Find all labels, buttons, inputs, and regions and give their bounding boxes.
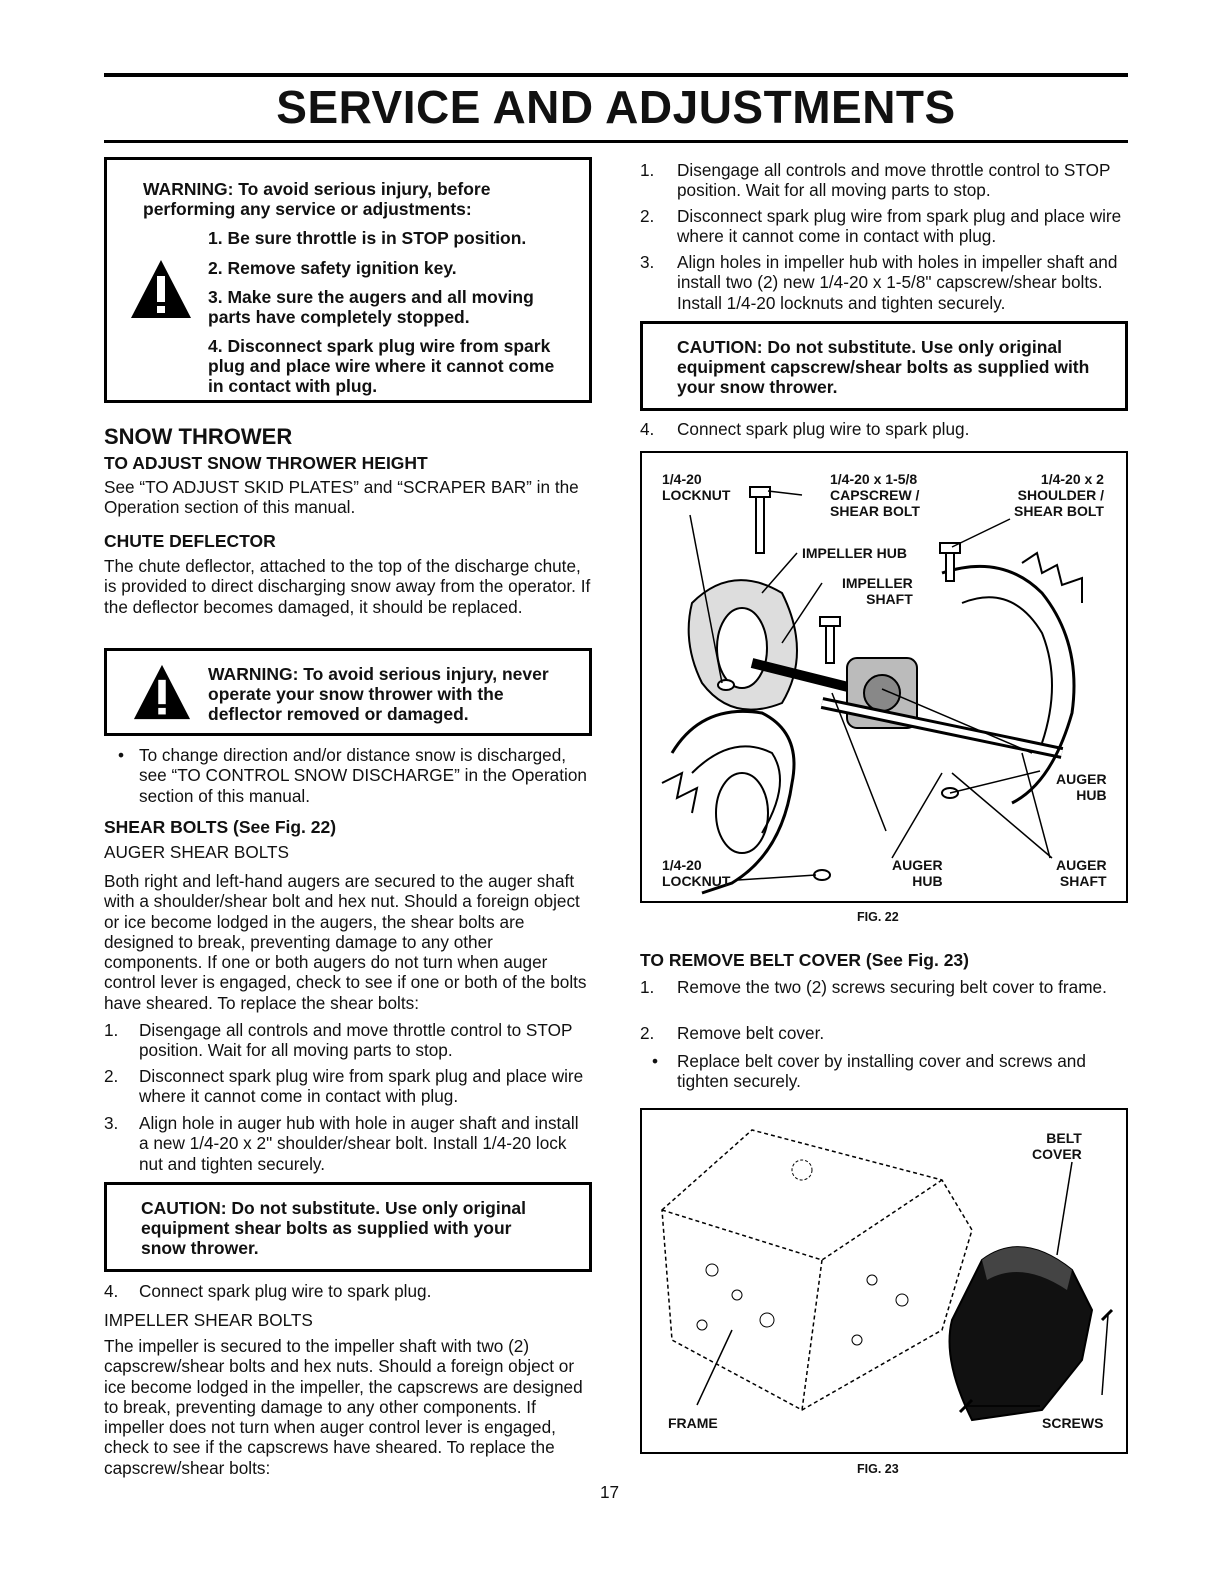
label-frame: FRAME bbox=[668, 1415, 718, 1431]
warning-triangle-icon bbox=[131, 663, 193, 721]
label-impeller-hub: IMPELLER HUB bbox=[802, 545, 907, 561]
label-screws: SCREWS bbox=[1042, 1415, 1104, 1431]
heading-shear-bolts: SHEAR BOLTS (See Fig. 22) bbox=[104, 817, 337, 837]
step-number: 2. bbox=[640, 206, 655, 226]
bullet-dot: • bbox=[652, 1051, 659, 1071]
label-locknut-top: 1/4-20 LOCKNUT bbox=[662, 471, 731, 503]
text-impeller-shear: The impeller is secured to the impeller shaft with two (2) capscrew/shear bolts and hex nuts. Should a foreign object or ice become lodged in the impeller, the capscrews are designed to break, preventing damage to any other components. If impeller does not turn when auger control lever is engaged, check to see if the capscrews have sheared. To replace the capscrew/shear bolts: bbox=[104, 1336, 583, 1478]
label-belt-cover: BELT COVER bbox=[1032, 1130, 1082, 1162]
label-capscrew: 1/4-20 x 1-5/8 CAPSCREW / SHEAR BOLT bbox=[830, 471, 920, 519]
text-chute-deflector: The chute deflector, attached to the top of the discharge chute, is provided to direct discharging snow away from the operator. If the deflector becomes damaged, it should be replaced. bbox=[104, 556, 591, 617]
warning-item-1: 1. Be sure throttle is in STOP position. bbox=[208, 228, 527, 248]
impeller-step-1: Disengage all controls and move throttle control to STOP position. Wait for all moving parts to stop. bbox=[677, 160, 1111, 201]
top-rule bbox=[104, 73, 1128, 77]
step-number: 2. bbox=[640, 1023, 655, 1043]
figure-23 bbox=[640, 1108, 1128, 1454]
auger-step-4 bbox=[104, 1281, 592, 1303]
heading-remove-belt-cover: TO REMOVE BELT COVER (See Fig. 23) bbox=[640, 950, 969, 970]
belt-steps-list bbox=[640, 977, 1128, 1097]
title-underline bbox=[104, 140, 1128, 143]
auger-step-1: Disengage all controls and move throttle control to STOP position. Wait for all moving parts to stop. bbox=[139, 1020, 573, 1061]
warning-item-2: 2. Remove safety ignition key. bbox=[208, 258, 457, 278]
warning-item-3: 3. Make sure the augers and all moving parts have completely stopped. bbox=[208, 287, 534, 327]
step-number: 4. bbox=[640, 419, 655, 439]
warning-heading: WARNING: To avoid serious injury, before performing any service or adjustments: bbox=[143, 179, 491, 219]
step-4-text: Connect spark plug wire to spark plug. bbox=[677, 419, 970, 439]
belt-step-1: Remove the two (2) screws securing belt cover to frame. bbox=[677, 977, 1107, 997]
subheading-auger-shear: AUGER SHEAR BOLTS bbox=[104, 842, 289, 862]
caution-box-capscrew bbox=[640, 321, 1128, 411]
step-number: 3. bbox=[104, 1113, 119, 1133]
impeller-step-3: Align holes in impeller hub with holes in impeller shaft and install two (2) new 1/4-20 x 1-5/8" capscrew/shear bolts. Install 1/4-20 locknuts and tighten securely. bbox=[677, 252, 1118, 313]
label-auger-hub-bottom: AUGER HUB bbox=[892, 857, 943, 889]
belt-step-replace: Replace belt cover by installing cover and screws and tighten securely. bbox=[677, 1051, 1086, 1092]
step-number: 1. bbox=[640, 160, 655, 180]
belt-step-2: Remove belt cover. bbox=[677, 1023, 825, 1043]
figure-22 bbox=[640, 451, 1128, 903]
step-number: 2. bbox=[104, 1066, 119, 1086]
subheading-impeller-shear: IMPELLER SHEAR BOLTS bbox=[104, 1310, 313, 1330]
bullet-discharge-text: To change direction and/or distance snow is discharged, see “TO CONTROL SNOW DISCHARGE” in the Operation section of this manual. bbox=[139, 745, 587, 806]
text-adjust-height: See “TO ADJUST SKID PLATES” and “SCRAPER BAR” in the Operation section of this manual. bbox=[104, 477, 579, 518]
warning-deflector-text: WARNING: To avoid serious injury, never operate your snow thrower with the deflector removed or damaged. bbox=[208, 664, 549, 724]
heading-adjust-height: TO ADJUST SNOW THROWER HEIGHT bbox=[104, 453, 428, 473]
warning-triangle-icon bbox=[129, 258, 193, 320]
step-number: 1. bbox=[640, 977, 655, 997]
label-auger-shaft: AUGER SHAFT bbox=[1056, 857, 1107, 889]
step-number: 4. bbox=[104, 1281, 119, 1301]
bullet-discharge bbox=[104, 745, 592, 807]
impeller-steps-list bbox=[640, 160, 1128, 313]
section-title-snow-thrower: SNOW THROWER bbox=[104, 424, 293, 449]
auger-step-3: Align hole in auger hub with hole in auger shaft and install a new 1/4-20 x 2" shoulder/shear bolt. Install 1/4-20 lock nut and tighten securely. bbox=[139, 1113, 579, 1174]
auger-assembly-illustration bbox=[642, 453, 1126, 901]
page-title: SERVICE AND ADJUSTMENTS bbox=[276, 81, 956, 133]
auger-steps-list bbox=[104, 1020, 592, 1180]
label-auger-hub-right: AUGER HUB bbox=[1056, 771, 1107, 803]
impeller-step-4 bbox=[640, 419, 1128, 441]
label-impeller-shaft: IMPELLER SHAFT bbox=[842, 575, 913, 607]
fig22-caption: FIG. 22 bbox=[857, 910, 899, 924]
caution-capscrew-text: CAUTION: Do not substitute. Use only original equipment capscrew/shear bolts as supplied with your snow thrower. bbox=[677, 337, 1090, 397]
auger-step-2: Disconnect spark plug wire from spark plug and place wire where it cannot come in contact with plug. bbox=[139, 1066, 584, 1107]
step-number: 1. bbox=[104, 1020, 119, 1040]
impeller-step-2: Disconnect spark plug wire from spark plug and place wire where it cannot come in contact with plug. bbox=[677, 206, 1122, 247]
warning-item-4: 4. Disconnect spark plug wire from spark plug and place wire where it cannot come in contact with plug. bbox=[208, 336, 555, 396]
label-shoulder-bolt: 1/4-20 x 2 SHOULDER / SHEAR BOLT bbox=[1014, 471, 1104, 519]
heading-chute-deflector: CHUTE DEFLECTOR bbox=[104, 531, 276, 551]
caution-shear-text: CAUTION: Do not substitute. Use only original equipment shear bolts as supplied with your snow thrower. bbox=[141, 1198, 526, 1258]
page-number: 17 bbox=[600, 1482, 620, 1502]
fig23-caption: FIG. 23 bbox=[857, 1462, 899, 1476]
step-4-text: Connect spark plug wire to spark plug. bbox=[139, 1281, 432, 1301]
text-auger-shear: Both right and left-hand augers are secured to the auger shaft with a shoulder/shear bolt and hex nut. Should a foreign object or ice become lodged in the augers, the shear bolts are designed to break, preventing damage to any other components. If one or both augers do not turn when auger control lever is engaged, check to see if one or both of the bolts have sheared. To replace the shear bolts: bbox=[104, 871, 587, 1013]
caution-box-shear bbox=[104, 1182, 592, 1272]
step-number: 3. bbox=[640, 252, 655, 272]
warning-box-deflector bbox=[104, 648, 592, 736]
bullet-dot: • bbox=[118, 745, 125, 765]
label-locknut-bottom: 1/4-20 LOCKNUT bbox=[662, 857, 731, 889]
warning-box-service bbox=[104, 157, 592, 403]
